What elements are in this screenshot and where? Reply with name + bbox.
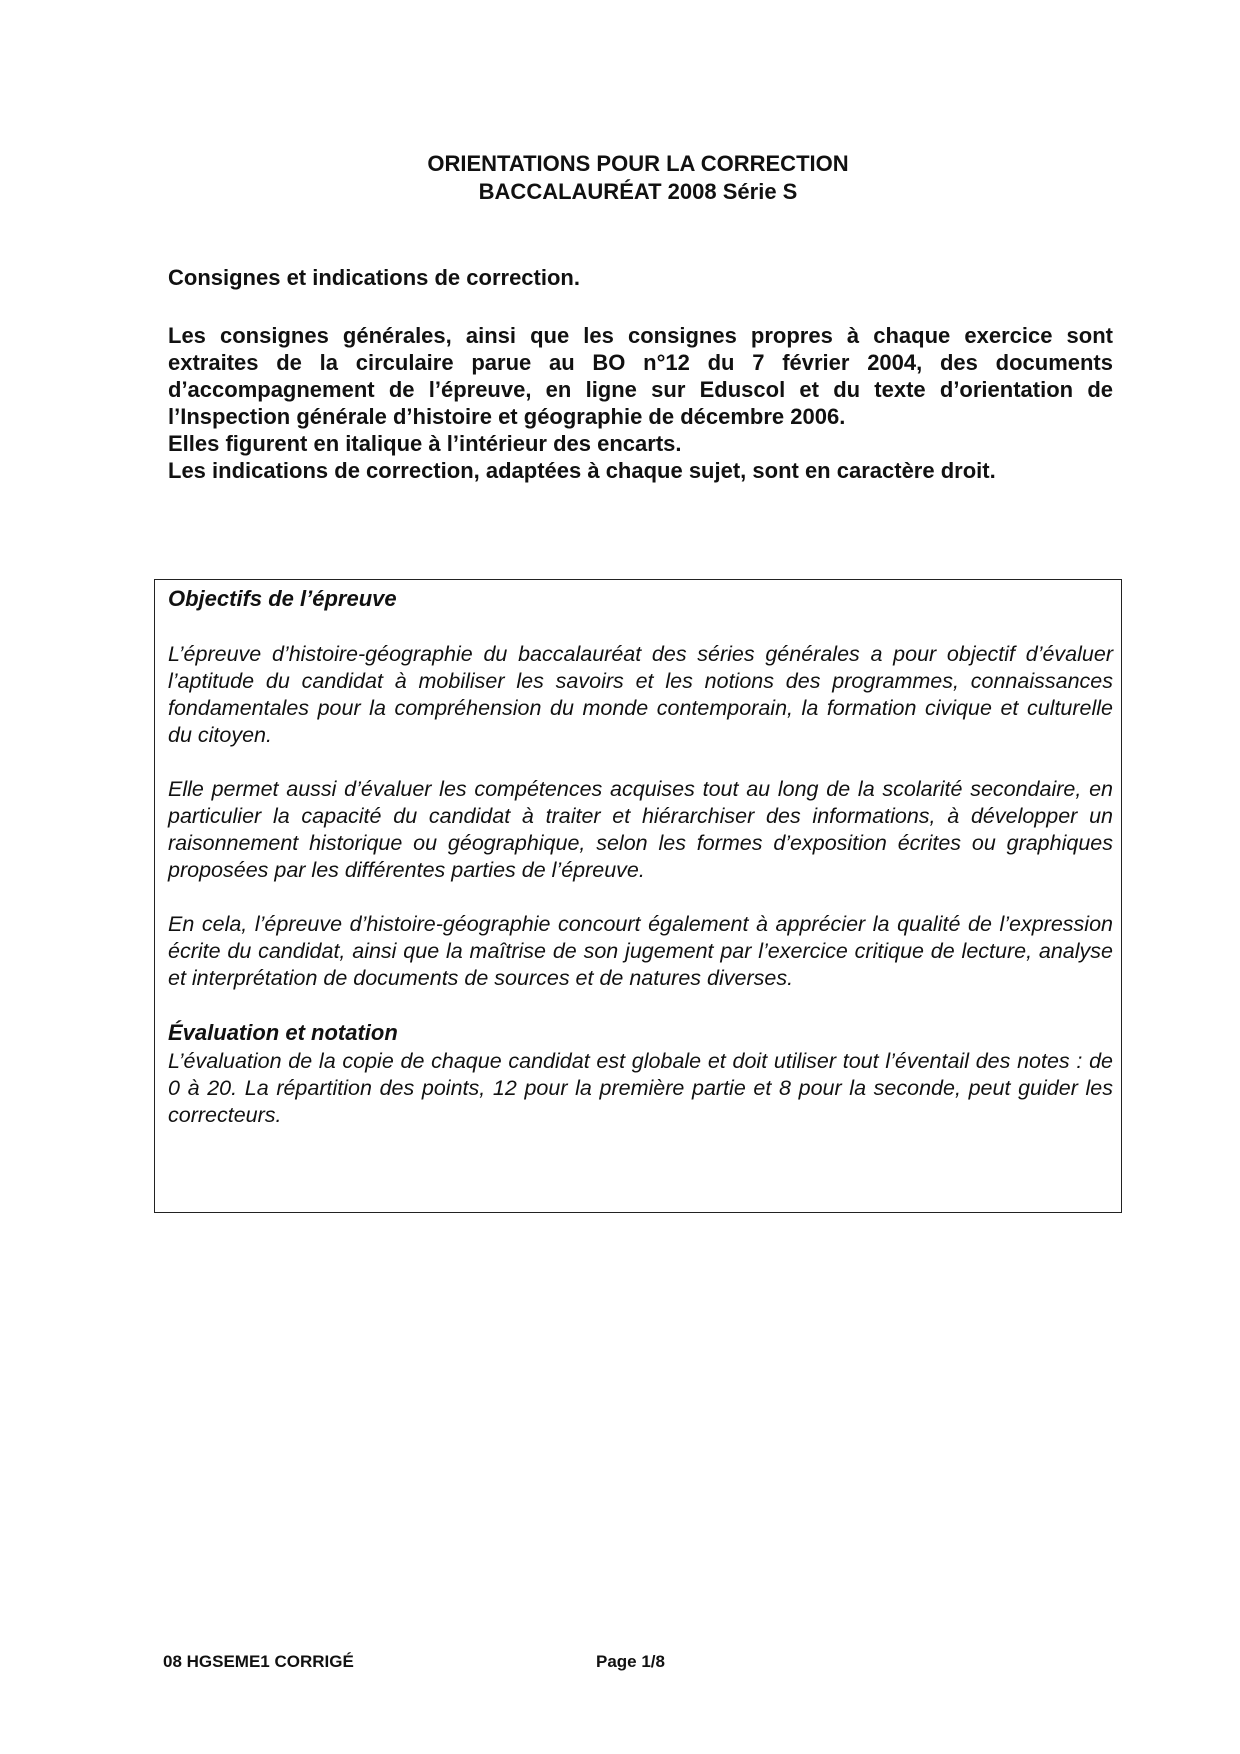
footer-document-code: 08 HGSEME1 CORRIGÉ (163, 1652, 354, 1671)
consignes-heading: Consignes et indications de correction. (168, 265, 580, 290)
spacer (168, 884, 1113, 911)
consignes-paragraph: Les consignes générales, ainsi que les consignes propres à chaque exercice sont extraites de la circulaire parue au BO n°12 du 7 février 2004, des documents d’accompagnement de l’épreuve, en ligne sur Eduscol et du texte d’orientation de l’Inspection générale d’histoire et géographie de décembre 2006. (168, 323, 1113, 429)
objectifs-paragraph-2: Elle permet aussi d’évaluer les compétences acquises tout au long de la scolarité secondaire, en particulier la capacité du candidat à traiter et hiérarchiser des informations, à développer un raisonnement historique ou géographique, selon les formes d’exposition écrites ou graphiques proposées par les différentes parties de l’épreuve. (168, 777, 1113, 882)
encart-content (168, 584, 1113, 1129)
evaluation-heading: Évaluation et notation (168, 1020, 398, 1045)
consignes-italique-line: Elles figurent en italique à l’intérieur des encarts. (168, 431, 682, 456)
evaluation-paragraph: L’évaluation de la copie de chaque candidat est globale et doit utiliser tout l’éventail des notes : de 0 à 20. La répartition des points, 12 pour la première partie et 8 pour la seconde, peut guider les correcteurs. (168, 1049, 1113, 1127)
spacer (168, 614, 1113, 641)
spacer (168, 749, 1113, 776)
footer-page-number: Page 1/8 (596, 1652, 665, 1671)
objectifs-heading: Objectifs de l’épreuve (168, 586, 397, 611)
consignes-intro (168, 322, 1113, 484)
consignes-droit-line: Les indications de correction, adaptées à chaque sujet, sont en caractère droit. (168, 458, 996, 483)
objectifs-paragraph-3: En cela, l’épreuve d’histoire-géographie concourt également à apprécier la qualité de l’expression écrite du candidat, ainsi que la maîtrise de son jugement par l’exercice critique de lecture, analyse et interprétation de documents de sources et de natures diverses. (168, 912, 1113, 990)
page-subtitle: BACCALAURÉAT 2008 Série S (478, 179, 798, 204)
page-title: ORIENTATIONS POUR LA CORRECTION (427, 151, 849, 176)
objectifs-paragraph-1: L’épreuve d’histoire-géographie du baccalauréat des séries générales a pour objectif d’évaluer l’aptitude du candidat à mobiliser les savoirs et les notions des programmes, connaissances fondamentales pour la compréhension du monde contemporain, la formation civique et culturelle du citoyen. (168, 642, 1113, 747)
encart-box (154, 579, 1122, 1213)
